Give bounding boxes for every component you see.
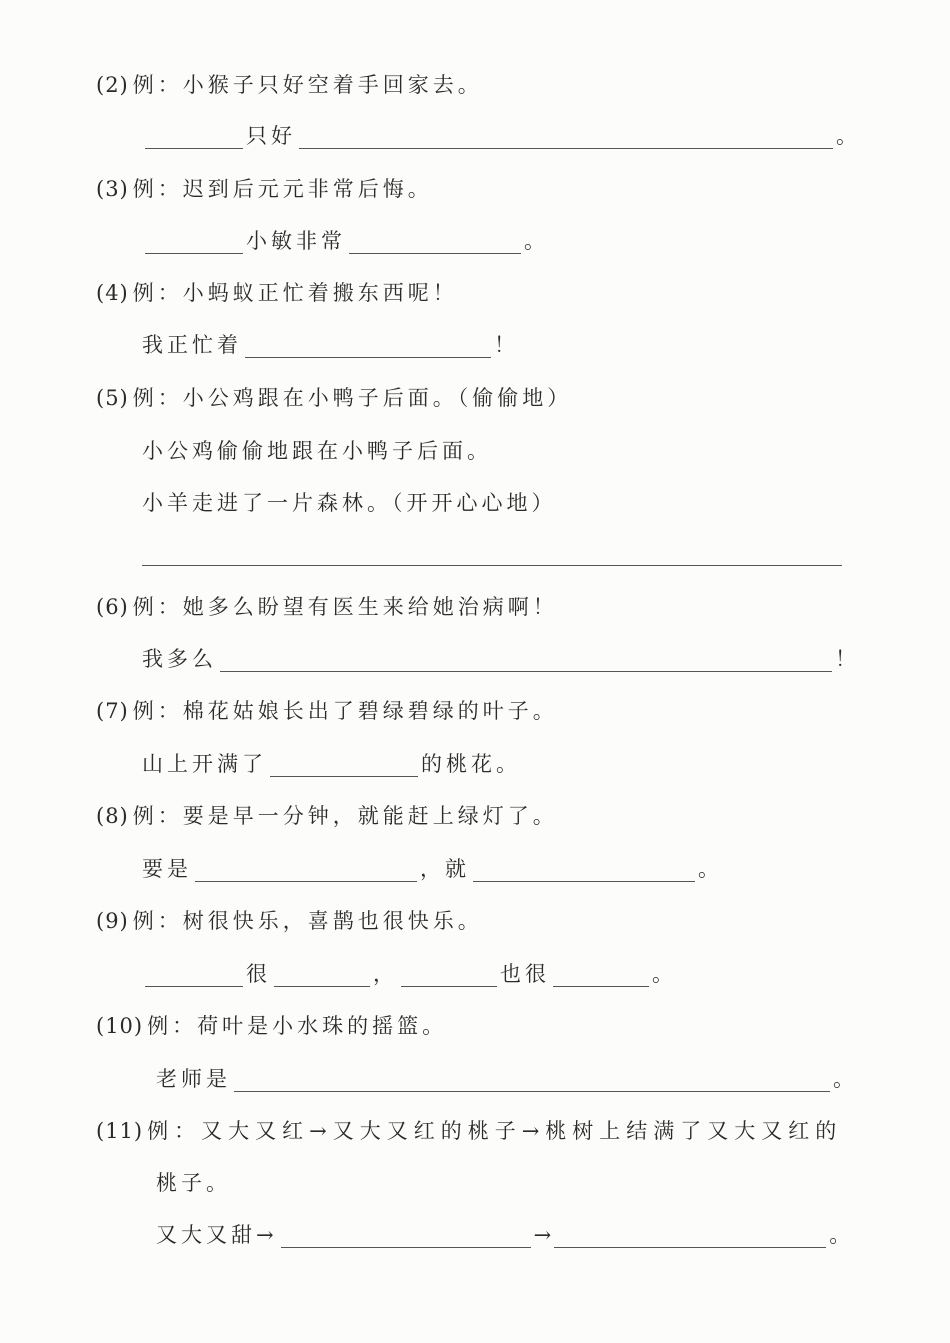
question-10-example [96, 1005, 447, 1039]
exercise-text: 。 [698, 857, 723, 881]
answer-blank[interactable] [401, 962, 497, 987]
example-sentence: 例：荷叶是小水珠的摇篮。 [147, 1014, 448, 1038]
answer-blank[interactable] [234, 1067, 830, 1092]
exercise-text: ，就 [420, 857, 470, 881]
exercise-text: ！ [835, 647, 860, 671]
example-sentence: 例：要是早一分钟，就能赶上绿灯了。 [132, 804, 558, 828]
example-sentence: 例：迟到后元元非常后悔。 [132, 177, 433, 201]
question-5-answer-line [142, 532, 842, 566]
exercise-text: 只好 [246, 124, 296, 148]
answer-blank[interactable] [554, 1223, 826, 1248]
question-11-example [96, 1110, 842, 1144]
answer-blank[interactable] [349, 229, 521, 254]
exercise-text: 。 [836, 124, 861, 148]
question-11-example-cont [156, 1162, 231, 1196]
exercise-text: 。 [524, 229, 549, 253]
question-number: (2) [96, 73, 129, 97]
answer-blank[interactable] [245, 333, 491, 358]
example-sentence: 例：小公鸡跟在小鸭子后面。（偷偷地） [132, 386, 573, 410]
exercise-text: 也很 [500, 962, 550, 986]
question-4-example [96, 272, 458, 306]
question-2-exercise [142, 115, 861, 149]
question-number: (3) [96, 177, 129, 201]
question-number: (9) [96, 909, 129, 933]
question-9-exercise [142, 953, 677, 987]
answer-blank[interactable] [220, 647, 832, 672]
question-number: (6) [96, 595, 129, 619]
exercise-text: 又大又甜→ [156, 1223, 278, 1247]
answer-blank[interactable] [142, 541, 842, 566]
exercise-text: 的桃花。 [421, 752, 521, 776]
question-number: (10) [96, 1014, 144, 1038]
question-4-exercise [142, 324, 519, 358]
question-6-exercise [142, 638, 860, 672]
exercise-text: 。 [652, 962, 677, 986]
example-sentence: 例：她多么盼望有医生来给她治病啊！ [132, 595, 558, 619]
question-5-example [96, 377, 572, 411]
question-number: (7) [96, 699, 129, 723]
question-3-exercise [142, 220, 549, 254]
answer-blank[interactable] [553, 962, 649, 987]
example-sentence: 例：又大又红→又大又红的桃子→桃树上结满了又大又红的 [147, 1119, 843, 1143]
question-7-exercise [142, 743, 521, 777]
exercise-text: 。 [833, 1067, 858, 1091]
question-number: (11) [96, 1119, 144, 1143]
exercise-text: 老师是 [156, 1067, 231, 1091]
example-sentence: 桃子。 [156, 1171, 231, 1195]
example-sentence: 例：小猴子只好空着手回家去。 [132, 73, 483, 97]
exercise-text: 。 [829, 1223, 855, 1247]
question-7-example [96, 690, 558, 724]
example-answer: 小公鸡偷偷地跟在小鸭子后面。 [142, 439, 492, 463]
exercise-text: 很 [246, 962, 271, 986]
arrow-text: → [533, 1223, 552, 1247]
exercise-text: 我多么 [142, 647, 217, 671]
example-sentence: 例：小蚂蚁正忙着搬东西呢！ [132, 281, 458, 305]
exercise-text: 山上开满了 [142, 752, 267, 776]
answer-blank[interactable] [145, 124, 243, 149]
question-number: (4) [96, 281, 129, 305]
example-sentence: 例：棉花姑娘长出了碧绿碧绿的叶子。 [132, 699, 558, 723]
answer-blank[interactable] [270, 752, 418, 777]
answer-blank[interactable] [145, 229, 243, 254]
exercise-text: 我正忙着 [142, 333, 242, 357]
question-8-example [96, 795, 558, 829]
question-2-example [96, 64, 483, 98]
question-11-exercise [156, 1214, 854, 1248]
question-5-example-answer [142, 430, 492, 464]
answer-blank[interactable] [281, 1223, 531, 1248]
question-number: (5) [96, 386, 129, 410]
question-8-exercise [142, 848, 723, 882]
answer-blank[interactable] [274, 962, 370, 987]
question-number: (8) [96, 804, 129, 828]
exercise-text: ， [373, 962, 398, 986]
answer-blank[interactable] [299, 124, 833, 149]
exercise-text: 要是 [142, 857, 192, 881]
answer-blank[interactable] [145, 962, 243, 987]
exercise-text: 小羊走进了一片森林。（开开心心地） [142, 491, 557, 515]
question-6-example [96, 586, 558, 620]
answer-blank[interactable] [473, 857, 695, 882]
question-3-example [96, 168, 433, 202]
answer-blank[interactable] [195, 857, 417, 882]
question-5-exercise [142, 482, 557, 516]
exercise-text: ！ [494, 333, 519, 357]
question-10-exercise [156, 1058, 858, 1092]
question-9-example [96, 900, 483, 934]
example-sentence: 例：树很快乐，喜鹊也很快乐。 [132, 909, 483, 933]
exercise-text: 小敏非常 [246, 229, 346, 253]
